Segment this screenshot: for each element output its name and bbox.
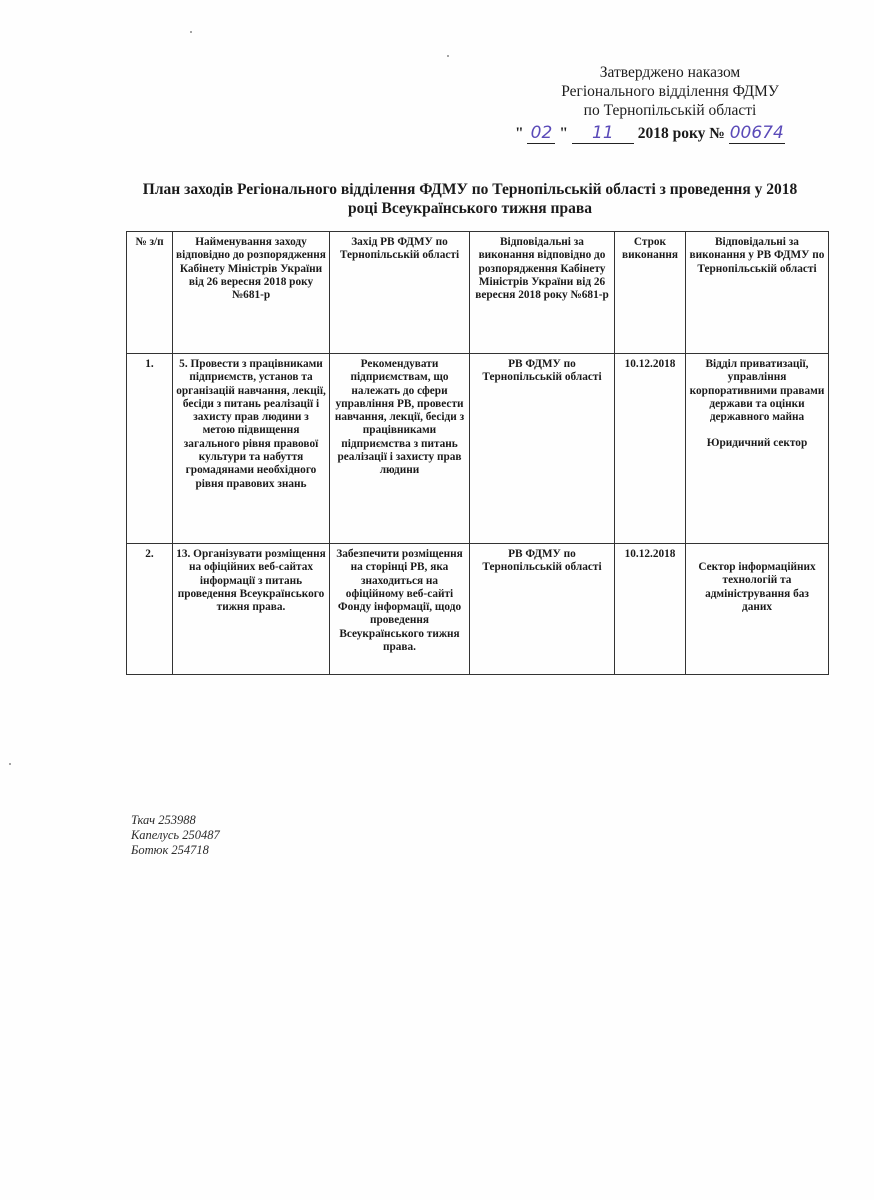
header-responsible-rv: Відповідальні за виконання у РВ ФДМУ по Тернопільській області bbox=[686, 232, 829, 354]
responsible-legal-sector: Юридичний сектор bbox=[706, 437, 808, 450]
row-number: 1. bbox=[127, 354, 173, 544]
header-action: Захід РВ ФДМУ по Тернопільській області bbox=[330, 232, 470, 354]
date-year-text: 2018 року № bbox=[637, 125, 725, 142]
title-line-1: План заходів Регіонального відділення ФДМУ по Тернопільській області з проведення у 2018 bbox=[142, 181, 798, 198]
table-header-row bbox=[127, 232, 829, 354]
title-line-2: році Всеукраїнського тижня права bbox=[348, 200, 592, 217]
row-number: 2. bbox=[127, 544, 173, 675]
row-measure: 13. Організувати розміщення на офіційних веб-сайтах інформації з питань проведення Всеукраїнського тижня права. bbox=[173, 544, 330, 675]
table-row bbox=[127, 354, 829, 544]
row-action: Забезпечити розміщення на сторінці РВ, яка знаходиться на офіційному веб-сайті Фонду інформації, щодо проведення Всеукраїнського тижня права. bbox=[330, 544, 470, 675]
contact-line: Ботюк 254718 bbox=[131, 843, 209, 857]
row-responsible-cmu: РВ ФДМУ по Тернопільській області bbox=[470, 354, 615, 544]
approval-line-3: по Тернопільській області bbox=[583, 102, 757, 119]
row-deadline: 10.12.2018 bbox=[615, 544, 686, 675]
row-responsible-rv bbox=[686, 354, 829, 544]
row-deadline: 10.12.2018 bbox=[615, 354, 686, 544]
header-measure: Найменування заходу відповідно до розпорядження Кабінету Міністрів України від 26 вересня 2018 року №681-р bbox=[173, 232, 330, 354]
responsible-it-sector: Сектор інформаційних технологій та адміністрування баз даних bbox=[698, 561, 816, 613]
plan-table bbox=[126, 231, 829, 675]
document-title bbox=[120, 180, 820, 218]
row-action: Рекомендувати підприємствам, що належать до сфери управління РВ, провести навчання, лекції, бесіди з працівниками підприємства з питань реалізації і захисту прав людини bbox=[330, 354, 470, 544]
scan-speck bbox=[9, 763, 11, 765]
row-responsible-cmu: РВ ФДМУ по Тернопільській області bbox=[470, 544, 615, 675]
handwritten-day: 02 bbox=[527, 123, 555, 144]
scan-speck bbox=[190, 31, 192, 33]
table-row bbox=[127, 544, 829, 675]
approval-line-1: Затверджено наказом bbox=[599, 64, 741, 81]
header-deadline: Строк виконання bbox=[615, 232, 686, 354]
handwritten-order-number: 00674 bbox=[729, 123, 784, 143]
header-number: № з/п bbox=[127, 232, 173, 354]
close-quote: " bbox=[559, 125, 568, 142]
approval-line-2: Регіонального відділення ФДМУ bbox=[561, 83, 779, 100]
responsible-department: Відділ приватизації, управління корпоративними правами держави та оцінки державного майна bbox=[689, 358, 825, 424]
contact-line: Ткач 253988 bbox=[131, 813, 196, 827]
handwritten-month: 11 bbox=[572, 123, 634, 144]
header-responsible-cmu: Відповідальні за виконання відповідно до розпорядження Кабінету Міністрів України від 26 вересня 2018 року №681-р bbox=[470, 232, 615, 354]
contact-line: Капелусь 250487 bbox=[131, 828, 220, 842]
open-quote: " bbox=[515, 125, 524, 142]
row-measure: 5. Провести з працівниками підприємств, установ та організацій навчання, лекції, бесіди з питань реалізації і захисту прав людини з метою підвищення загального рівня правової культури та набуття громадянами необхідного рівня правових знань bbox=[173, 354, 330, 544]
scan-speck bbox=[447, 55, 449, 57]
contacts-block bbox=[131, 813, 220, 858]
row-responsible-rv bbox=[686, 544, 829, 675]
approval-stamp bbox=[500, 63, 840, 120]
approval-date-line bbox=[515, 123, 835, 144]
